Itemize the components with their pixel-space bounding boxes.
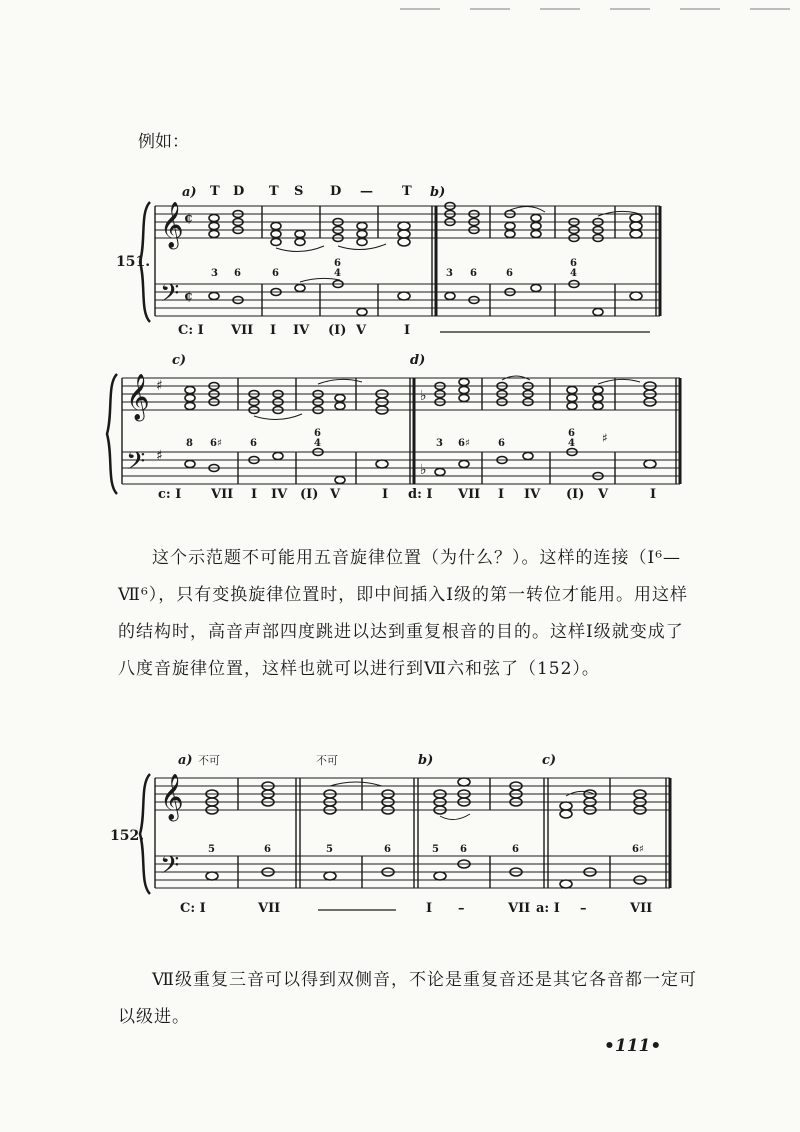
figured-bass: 6 <box>250 438 257 449</box>
sharp-icon: ♯ <box>156 448 163 464</box>
figured-bass: 6 <box>272 268 279 279</box>
annotation-text: 不可 <box>198 754 220 767</box>
annotation-text: 不可 <box>316 754 338 767</box>
harmonic-analysis: VII <box>211 487 234 502</box>
example-number: 152. <box>110 828 145 844</box>
section-label-b: b) <box>430 185 446 200</box>
harmonic-analysis: a: I <box>536 901 560 916</box>
example-number: 151. <box>116 254 151 270</box>
intro-text: 例如： <box>138 132 189 152</box>
harmonic-analysis: I <box>270 323 277 338</box>
figured-bass: 6 <box>384 844 391 855</box>
harmonic-analysis: IV <box>524 487 541 502</box>
bass-clef-icon: 𝄢 <box>160 851 180 886</box>
figured-bass: ♯ <box>602 431 608 445</box>
figured-bass: 6 <box>470 268 477 279</box>
harmonic-analysis: I <box>251 487 258 502</box>
figured-bass: 6 <box>460 844 467 855</box>
figured-bass: 3 <box>211 268 218 279</box>
figured-bass: 6 <box>570 258 577 269</box>
figured-bass: 3 <box>436 438 443 449</box>
harmonic-analysis: (I) <box>300 487 319 502</box>
harmonic-analysis: VII <box>458 487 481 502</box>
harmonic-analysis: V <box>330 487 341 502</box>
body-paragraph: 这个示范题不可能用五音旋律位置（为什么？）。这样的连接（Ⅰ⁶—Ⅶ⁶），只有变换旋律位置时，即中间插入Ⅰ级的第一转位才能用。用这样的结构时，高音声部四度跳进以达到重复根音的目的。这样Ⅰ级就变成了八度音旋律位置，这样也就可以进行到Ⅶ六和弦了（152）。 <box>118 548 688 679</box>
function-label: S <box>294 184 304 199</box>
flat-icon: ♭ <box>420 462 427 478</box>
figured-bass: 5 <box>432 844 439 855</box>
figured-bass: 6 <box>506 268 513 279</box>
bass-clef-icon: 𝄢 <box>160 279 180 314</box>
section-label-a: a) <box>182 185 197 200</box>
figured-bass: 4 <box>334 268 341 279</box>
function-label: D <box>233 184 245 199</box>
treble-clef-icon: 𝄞 <box>160 774 184 820</box>
page-number: •111• <box>604 1036 662 1056</box>
harmonic-analysis: (I) <box>328 323 347 338</box>
harmonic-analysis: IV <box>271 487 288 502</box>
figured-bass: 6 <box>314 428 321 439</box>
body-paragraph: Ⅶ级重复三音可以得到双侧音，不论是重复音还是其它各音都一定可以级进。 <box>118 970 697 1027</box>
figured-bass: 6 <box>568 428 575 439</box>
figured-bass: 4 <box>568 438 575 449</box>
bass-clef-icon: 𝄢 <box>126 447 146 482</box>
figured-bass: 8 <box>186 438 193 449</box>
harmonic-analysis: V <box>356 323 367 338</box>
function-label: T <box>210 184 220 199</box>
figured-bass: 6 <box>512 844 519 855</box>
figured-bass: 6 <box>234 268 241 279</box>
treble-clef-icon: 𝄞 <box>160 202 184 248</box>
function-label: — <box>360 184 373 199</box>
harmonic-analysis: C: I <box>180 901 206 916</box>
harmonic-analysis: VII <box>258 901 281 916</box>
figured-bass: 6♯ <box>458 438 470 449</box>
section-label-c: c) <box>172 353 187 368</box>
harmonic-analysis: IV <box>293 323 310 338</box>
harmonic-analysis: d: I <box>408 487 433 502</box>
section-label-b: b) <box>418 753 434 768</box>
section-label-d: d) <box>410 353 426 368</box>
harmonic-analysis: I <box>498 487 505 502</box>
section-label-a: a) <box>178 753 193 768</box>
figured-bass: 6 <box>498 438 505 449</box>
harmonic-analysis: VII <box>508 901 531 916</box>
ties <box>330 782 594 820</box>
figured-bass: 6 <box>334 258 341 269</box>
function-label: D <box>330 184 342 199</box>
flat-icon: ♭ <box>420 388 427 404</box>
harmonic-analysis: VII <box>630 901 653 916</box>
time-signature-icon: ¢ <box>184 211 194 226</box>
harmonic-analysis: C: I <box>178 323 204 338</box>
figured-bass: 5 <box>326 844 333 855</box>
harmonic-analysis: – <box>458 901 465 916</box>
function-label: T <box>402 184 412 199</box>
figured-bass: 4 <box>314 438 321 449</box>
harmonic-analysis: I <box>404 323 411 338</box>
figured-bass: 6♯ <box>210 438 222 449</box>
figured-bass: 5 <box>208 844 215 855</box>
treble-clef-icon: 𝄞 <box>126 374 150 420</box>
harmonic-analysis: I <box>650 487 657 502</box>
harmonic-analysis: VII <box>231 323 254 338</box>
harmonic-analysis: (I) <box>566 487 585 502</box>
figured-bass: 6 <box>264 844 271 855</box>
harmonic-analysis: c: I <box>158 487 182 502</box>
harmonic-analysis: I <box>382 487 389 502</box>
harmonic-analysis: I <box>426 901 433 916</box>
sharp-icon: ♯ <box>156 378 163 394</box>
figured-bass: 3 <box>446 268 453 279</box>
harmonic-analysis: – <box>580 901 587 916</box>
time-signature-icon: ¢ <box>184 289 194 304</box>
function-label: T <box>269 184 279 199</box>
section-label-c: c) <box>542 753 557 768</box>
figured-bass: 4 <box>570 268 577 279</box>
figured-bass: 6♯ <box>632 844 644 855</box>
harmonic-analysis: V <box>598 487 609 502</box>
